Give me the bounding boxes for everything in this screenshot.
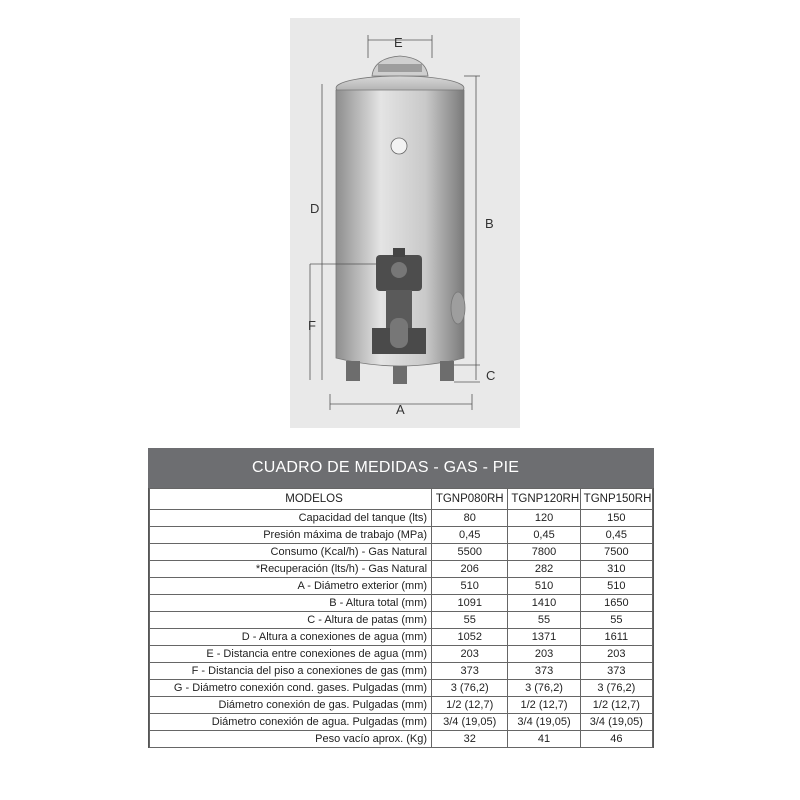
row-value: 1/2 (12,7): [508, 697, 580, 714]
table-row: [150, 561, 653, 578]
row-label: E - Distancia entre conexiones de agua (mm): [150, 646, 432, 663]
table-body: [150, 489, 653, 748]
row-value: 206: [432, 561, 508, 578]
measurements-table: [149, 488, 653, 748]
row-value: 41: [508, 731, 580, 748]
table-row: [150, 646, 653, 663]
row-value: 0,45: [432, 527, 508, 544]
row-value: 1650: [580, 595, 652, 612]
table-row: [150, 595, 653, 612]
table-row: [150, 527, 653, 544]
row-value: 510: [580, 578, 652, 595]
row-label: Consumo (Kcal/h) - Gas Natural: [150, 544, 432, 561]
water-heater-diagram: [290, 18, 520, 428]
row-value: 5500: [432, 544, 508, 561]
table-row: [150, 663, 653, 680]
row-value: 373: [432, 663, 508, 680]
row-value: 510: [508, 578, 580, 595]
row-value: 1/2 (12,7): [432, 697, 508, 714]
row-value: 1371: [508, 629, 580, 646]
table-row: [150, 612, 653, 629]
row-label: Diámetro conexión de gas. Pulgadas (mm): [150, 697, 432, 714]
row-value: 7500: [580, 544, 652, 561]
row-value: 203: [432, 646, 508, 663]
row-value: 1410: [508, 595, 580, 612]
table-row: [150, 629, 653, 646]
row-value: 55: [508, 612, 580, 629]
row-value: 3 (76,2): [508, 680, 580, 697]
column-header-model-2: TGNP120RH: [508, 489, 580, 510]
spec-table: [148, 448, 654, 748]
table-title: CUADRO DE MEDIDAS - GAS - PIE: [148, 448, 654, 488]
row-label: D - Altura a conexiones de agua (mm): [150, 629, 432, 646]
row-value: 1091: [432, 595, 508, 612]
row-label: C - Altura de patas (mm): [150, 612, 432, 629]
table-row: [150, 731, 653, 748]
row-value: 0,45: [580, 527, 652, 544]
table-header-row: [150, 489, 653, 510]
table-row: [150, 714, 653, 731]
row-value: 1/2 (12,7): [580, 697, 652, 714]
row-label: G - Diámetro conexión cond. gases. Pulgadas (mm): [150, 680, 432, 697]
table-row: [150, 544, 653, 561]
row-label: F - Distancia del piso a conexiones de gas (mm): [150, 663, 432, 680]
row-label: *Recuperación (lts/h) - Gas Natural: [150, 561, 432, 578]
row-value: 3/4 (19,05): [580, 714, 652, 731]
row-value: 3 (76,2): [580, 680, 652, 697]
table-row: [150, 697, 653, 714]
row-value: 1052: [432, 629, 508, 646]
row-value: 55: [432, 612, 508, 629]
row-label: Presión máxima de trabajo (MPa): [150, 527, 432, 544]
row-value: 1611: [580, 629, 652, 646]
row-label: Capacidad del tanque (lts): [150, 510, 432, 527]
row-value: 80: [432, 510, 508, 527]
dimension-label-f: F: [308, 318, 316, 333]
row-value: 282: [508, 561, 580, 578]
row-value: 3/4 (19,05): [432, 714, 508, 731]
table-row: [150, 510, 653, 527]
column-header-model-1: TGNP080RH: [432, 489, 508, 510]
row-value: 510: [432, 578, 508, 595]
dimension-label-a: A: [396, 402, 405, 417]
row-label: A - Diámetro exterior (mm): [150, 578, 432, 595]
row-value: 7800: [508, 544, 580, 561]
row-value: 0,45: [508, 527, 580, 544]
row-label: Peso vacío aprox. (Kg): [150, 731, 432, 748]
row-value: 150: [580, 510, 652, 527]
dimension-label-c: C: [486, 368, 496, 383]
row-value: 120: [508, 510, 580, 527]
row-value: 373: [508, 663, 580, 680]
row-value: 32: [432, 731, 508, 748]
column-header-model-3: TGNP150RH: [580, 489, 652, 510]
row-value: 3/4 (19,05): [508, 714, 580, 731]
dimension-label-e: E: [394, 35, 403, 50]
table-grid: [148, 488, 654, 748]
table-row: [150, 578, 653, 595]
dimension-label-d: D: [310, 201, 320, 216]
row-label: B - Altura total (mm): [150, 595, 432, 612]
row-value: 203: [580, 646, 652, 663]
dimension-label-b: B: [485, 216, 494, 231]
row-value: 203: [508, 646, 580, 663]
row-value: 55: [580, 612, 652, 629]
row-value: 310: [580, 561, 652, 578]
column-header-models: MODELOS: [150, 489, 432, 510]
row-label: Diámetro conexión de agua. Pulgadas (mm): [150, 714, 432, 731]
row-value: 3 (76,2): [432, 680, 508, 697]
row-value: 46: [580, 731, 652, 748]
table-row: [150, 680, 653, 697]
row-value: 373: [580, 663, 652, 680]
